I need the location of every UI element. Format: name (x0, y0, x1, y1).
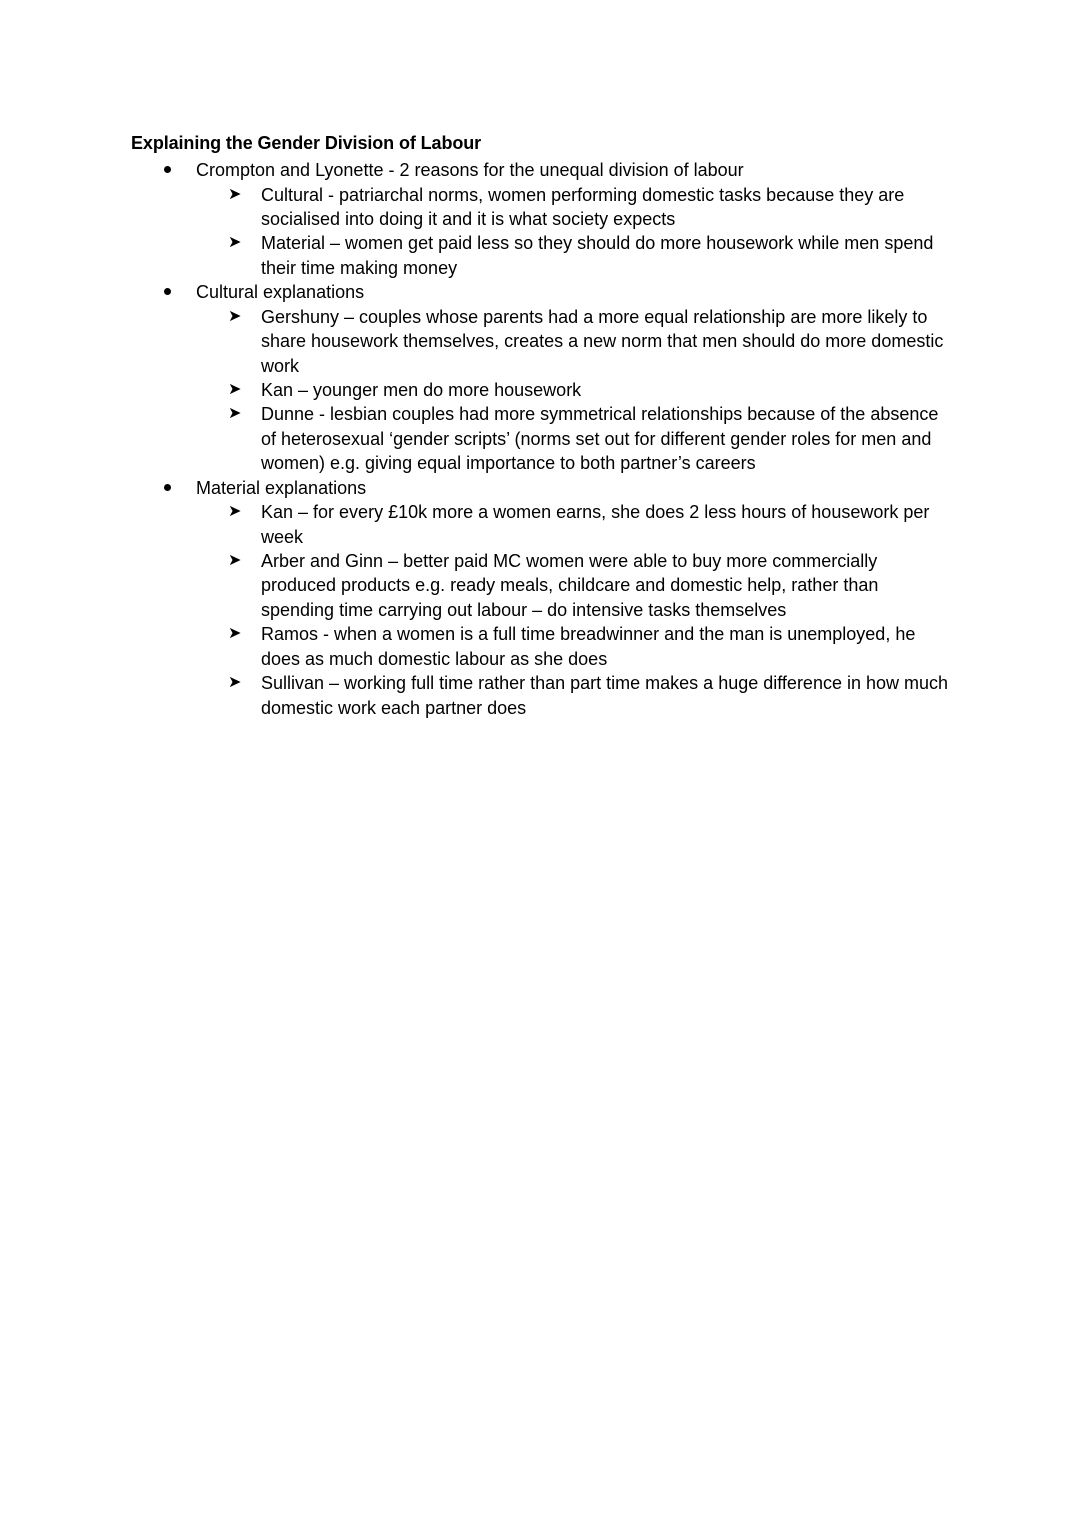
sub-item-cultural (0, 183, 951, 232)
arrow-bullet-icon: ➤ (228, 625, 242, 643)
sub-item-material (0, 231, 951, 280)
sub-item-text: Ramos - when a women is a full time breadwinner and the man is unemployed, he does as much domestic labour as she does (261, 624, 916, 669)
sub-item-sullivan (0, 671, 951, 720)
sub-item-arber-ginn (0, 549, 951, 622)
notes-list (0, 158, 1080, 720)
sub-item-text: Kan – younger men do more housework (261, 380, 582, 401)
bullet-text: Crompton and Lyonette - 2 reasons for the unequal division of labour (196, 160, 744, 180)
arrow-bullet-icon: ➤ (228, 185, 242, 203)
sub-item-text: Arber and Ginn – better paid MC women were able to buy more commercially produced products e.g. ready meals, childcare and domestic help, rather than spending time carrying out labour – do intensive tasks themselves (261, 551, 879, 620)
arrow-bullet-icon: ➤ (228, 234, 242, 252)
arrow-bullet-icon: ➤ (228, 503, 242, 521)
bullet-text: Material explanations (196, 477, 367, 498)
sub-item-ramos (0, 622, 951, 671)
page-title: Explaining the Gender Division of Labour (131, 133, 482, 153)
bullet-item-cultural-explanations (0, 280, 956, 305)
arrow-bullet-icon: ➤ (228, 405, 242, 423)
sub-item-text: Sullivan – working full time rather than part time makes a huge difference in how much domestic work each partner does (261, 673, 949, 718)
arrow-bullet-icon: ➤ (228, 381, 242, 399)
sub-item-text: Kan – for every £10k more a women earns, she does 2 less hours of housework per week (261, 502, 930, 547)
sub-item-text: Gershuny – couples whose parents had a more equal relationship are more likely to share housework themselves, creates a new norm that men should do more domestic work (261, 306, 944, 376)
bullet-text: Cultural explanations (196, 282, 365, 303)
bullet-item-material-explanations (0, 476, 956, 501)
bullet-item-crompton-lyonette (0, 158, 956, 183)
sub-item-gershuny (0, 305, 951, 378)
sub-item-dunne (0, 402, 951, 475)
arrow-bullet-icon: ➤ (228, 307, 242, 325)
bullet-dot-icon (164, 166, 171, 173)
sub-item-text: Dunne - lesbian couples had more symmetrical relationships because of the absence of heterosexual ‘gender scripts’ (norms set out for different gender roles for men and women) e.g. giving equal importance to both partner’s careers (261, 404, 939, 474)
sub-item-kan-earnings (0, 500, 951, 549)
sub-item-text: Cultural - patriarchal norms, women performing domestic tasks because they are socialised into doing it and it is what society expects (261, 184, 905, 229)
arrow-bullet-icon: ➤ (228, 552, 242, 570)
bullet-dot-icon (164, 484, 171, 491)
sub-item-text: Material – women get paid less so they should do more housework while men spend their time making money (261, 233, 934, 278)
bullet-dot-icon (164, 288, 171, 295)
sub-item-kan-younger-men (0, 378, 951, 402)
arrow-bullet-icon: ➤ (228, 674, 242, 692)
